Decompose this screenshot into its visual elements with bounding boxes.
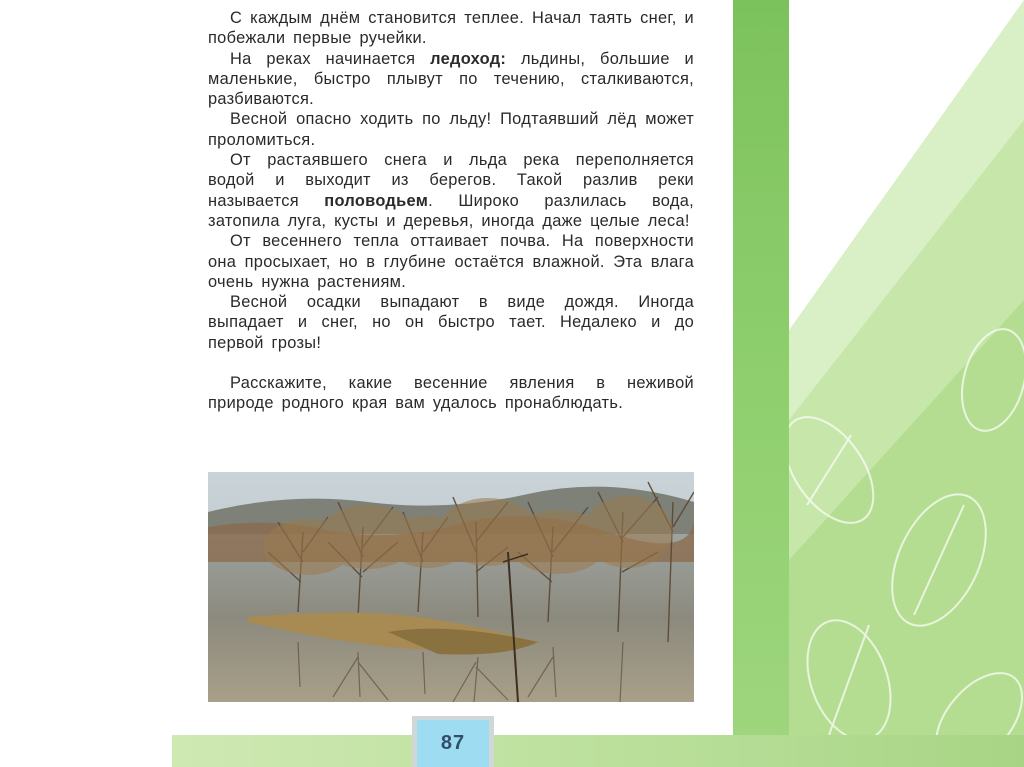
paragraph-1: С каждым днём становится теплее. Начал таять снег, и побежали первые ручейки. (208, 9, 694, 48)
green-margin-strip (733, 0, 789, 767)
paragraph-2: На реках начинается ледоход: льдины, большие и маленькие, быстро плывут по течению, сталкиваются, разбиваются. (208, 49, 695, 109)
paragraph-5: От весеннего тепла оттаивает почва. На поверхности она просыхает, но в глубине остаётся влажной. Эта влага очень нужна растениям. (208, 232, 694, 291)
paragraph-4: От растаявшего снега и льда река переполняется водой и выходит из берегов. Такой разлив реки называется половодьем. Широко разлилась вода, затопила луга, кусты и деревья, иногда даже целые леса! (208, 151, 694, 230)
page-number-badge (417, 720, 489, 767)
leaf-pattern-background (789, 0, 1024, 767)
bottom-green-band (172, 735, 1024, 767)
paragraph-6: Весной осадки выпадают в виде дождя. Иногда выпадает и снег, но он быстро тает. Недалеко и до первой грозы! (208, 293, 694, 352)
paragraph-3: Весной опасно ходить по льду! Подтаявший лёд может проломиться. (208, 110, 694, 149)
textbook-page (172, 0, 733, 735)
term-ledokhod: ледоход: (430, 49, 507, 68)
term-polovodye: половодьем (324, 191, 429, 210)
question-prompt: Расскажите, какие весенние явления в неживой природе родного края вам удалось пронаблюдать. (208, 374, 694, 413)
page-number: 87 (440, 732, 466, 754)
body-text (208, 8, 694, 430)
flooded-trees-photo (208, 472, 694, 702)
